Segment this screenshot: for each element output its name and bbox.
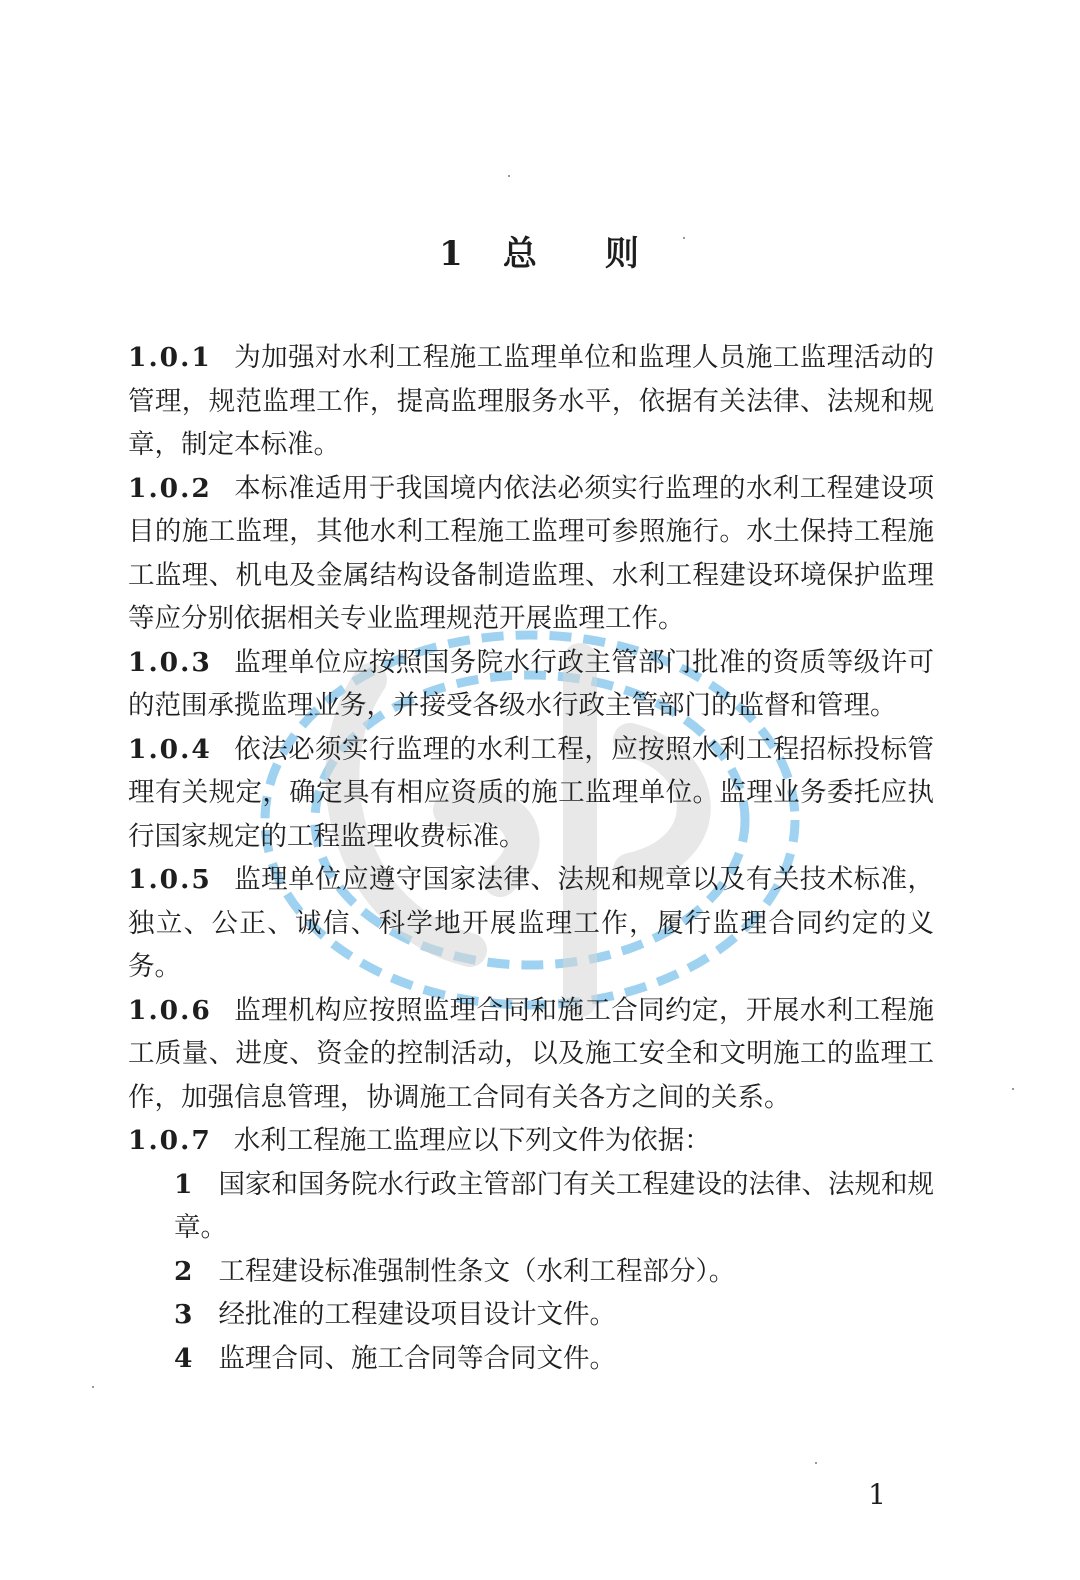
clause-text: 监理单位应按照国务院水行政主管部门批准的资质等级许可的范围承揽监理业务，并接受各级水行政主管部门的监督和管理。 [128,646,934,721]
page-number: 1 [868,1478,886,1511]
scan-speck [508,175,510,177]
clause [128,858,934,989]
list-item [128,1337,934,1381]
item-text: 国家和国务院水行政主管部门有关工程建设的法律、法规和规章。 [174,1168,934,1243]
clause [128,467,934,641]
list-item [128,1163,934,1250]
chapter-title [0,226,1080,275]
clause-text: 监理机构应按照监理合同和施工合同约定，开展水利工程施工质量、进度、资金的控制活动，以及施工安全和文明施工的监理工作，加强信息管理，协调施工合同有关各方之间的关系。 [128,994,934,1113]
clause [128,989,934,1120]
list-item [128,1250,934,1294]
scan-speck [815,1462,817,1464]
clause [128,1119,934,1163]
clause-text: 监理单位应遵守国家法律、法规和规章以及有关技术标准，独立、公正、诚信、科学地开展监理工作，履行监理合同约定的义务。 [128,864,934,982]
item-number: 2 [174,1255,193,1287]
clause-number: 1.0.7 [128,1125,212,1156]
clause-text: 水利工程施工监理应以下列文件为依据： [233,1125,711,1156]
chapter-title-part1: 总 [502,234,539,274]
chapter-number: 1 [439,234,465,274]
clause-number: 1.0.5 [128,864,212,895]
item-text: 经批准的工程建设项目设计文件。 [218,1299,616,1330]
chapter-title-part2: 则 [604,234,641,274]
clause [128,728,934,859]
clause [128,336,934,467]
clause [128,641,934,728]
scan-speck [92,1386,94,1388]
clause-text: 本标准适用于我国境内依法必须实行监理的水利工程建设项目的施工监理，其他水利工程施工监理可参照施行。水土保持工程施工监理、机电及金属结构设备制造监理、水利工程建设环境保护监理等应分别依据相关专业监理规范开展监理工作。 [128,472,934,634]
clause-number: 1.0.2 [128,472,212,504]
item-number: 3 [174,1299,193,1330]
item-number: 4 [174,1342,193,1374]
clause-number: 1.0.3 [128,646,212,678]
clause-number: 1.0.6 [128,994,212,1026]
item-text: 监理合同、施工合同等合同文件。 [218,1342,616,1374]
clauses-body [128,336,934,1380]
clause-number: 1.0.4 [128,733,212,765]
clause-text: 为加强对水利工程施工监理单位和监理人员施工监理活动的管理，规范监理工作，提高监理服务水平，依据有关法律、法规和规章，制定本标准。 [128,342,934,460]
clause-number: 1.0.1 [128,342,212,373]
clause-text: 依法必须实行监理的水利工程，应按照水利工程招标投标管理有关规定，确定具有相应资质的施工监理单位。监理业务委托应执行国家规定的工程监理收费标准。 [128,733,934,852]
item-text: 工程建设标准强制性条文（水利工程部分）。 [218,1255,736,1287]
scan-speck [1012,1088,1014,1090]
list-item [128,1293,934,1337]
item-number: 1 [174,1168,193,1200]
